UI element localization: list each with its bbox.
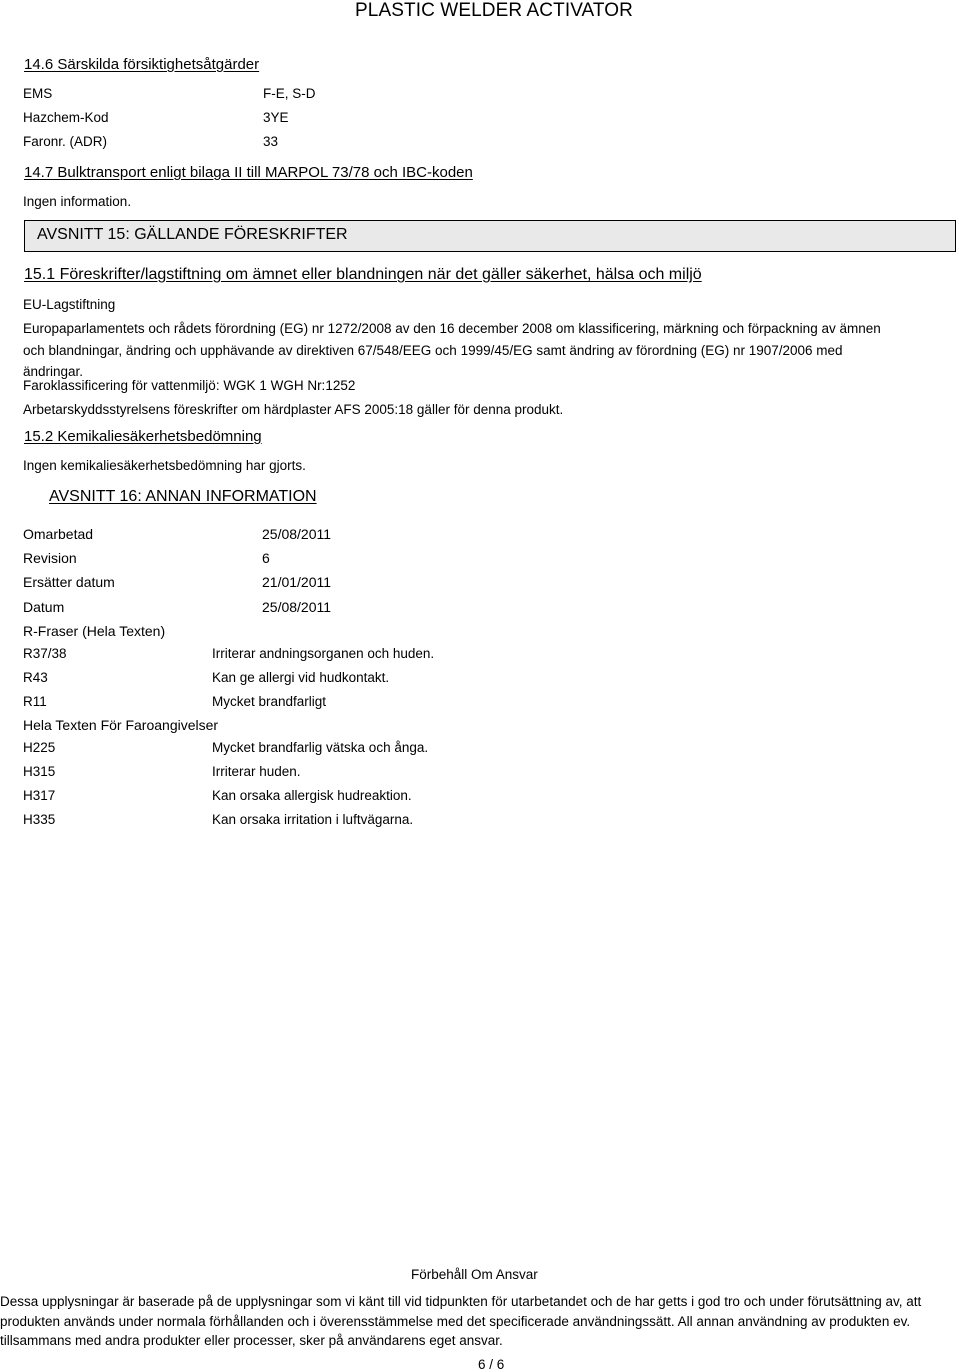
section-15-title: AVSNITT 15: GÄLLANDE FÖRESKRIFTER [37,226,348,243]
afs-regulation: Arbetarskyddsstyrelsens föreskrifter om härdplaster AFS 2005:18 gäller för denna produkt. [23,402,564,417]
disclaimer-title: Förbehåll Om Ansvar [411,1267,538,1282]
section-15-1-heading: 15.1 Föreskrifter/lagstiftning om ämnet eller blandningen när det gäller säkerhet, hälsa och miljö [24,266,702,283]
r-phrase-code: R37/38 [23,646,67,661]
revised-label: Omarbetad [23,526,94,542]
h-phrase-text: Kan orsaka irritation i luftvägarna. [212,812,414,827]
r-phrase-text: Kan ge allergi vid hudkontakt. [212,670,390,685]
h-phrase-code: H335 [23,812,56,827]
revised-value: 25/08/2011 [262,526,332,542]
h-phrases-heading: Hela Texten För Faroangivelser [23,717,219,733]
supersedes-date-label: Ersätter datum [23,574,115,590]
ems-label: EMS [23,86,53,101]
document-title: PLASTIC WELDER ACTIVATOR [355,0,633,21]
h-phrase-text: Mycket brandfarlig vätska och ånga. [212,740,429,755]
revision-label: Revision [23,550,77,566]
supersedes-date-value: 21/01/2011 [262,574,332,590]
r-phrase-code: R43 [23,670,48,685]
section-15-2-heading: 15.2 Kemikaliesäkerhetsbedömning [24,428,262,445]
r-phrases-heading: R-Fraser (Hela Texten) [23,623,166,639]
r-phrase-text: Irriterar andningsorganen och huden. [212,646,435,661]
eu-legislation-label: EU-Lagstiftning [23,297,116,312]
section-15-2-text: Ingen kemikaliesäkerhetsbedömning har gjorts. [23,458,306,473]
disclaimer-text: Dessa upplysningar är baserade på de upplysningar som vi känt till vid tidpunkten för utarbetandet och de har getts i god tro och under förutsättning av, att produkten används under normala förhållanden och i överensstämmelse med det specificerade användningssätt. All annan användning av produkten ev. tillsammans med andra produkter eller processer, sker på användarens eget ansvar. [0,1294,922,1348]
h-phrase-code: H225 [23,740,56,755]
h-phrase-code: H315 [23,764,56,779]
section-14-7-heading: 14.7 Bulktransport enligt bilaga II till MARPOL 73/78 och IBC-koden [24,164,473,181]
hazchem-label: Hazchem-Kod [23,110,109,125]
section-14-6-heading: 14.6 Särskilda försiktighetsåtgärder [24,56,260,73]
section-14-7-text: Ingen information. [23,194,132,209]
r-phrase-code: R11 [23,694,47,709]
h-phrase-code: H317 [23,788,56,803]
date-value: 25/08/2011 [262,599,332,615]
eu-regulation-paragraph: Europaparlamentets och rådets förordning (EG) nr 1272/2008 av den 16 december 2008 om klassificering, märkning och förpackning av ämnen och blandningar, ändring och upphävande av direktiven 67/548/EEG och 1999/45/EG samt ändring av förordning (EG) nr 1907/2006 med ändringar. [23,321,881,379]
revision-value: 6 [262,550,270,566]
faronr-value: 33 [263,134,279,149]
ems-value: F-E, S-D [263,86,316,101]
h-phrase-text: Kan orsaka allergisk hudreaktion. [212,788,412,803]
faronr-label: Faronr. (ADR) [23,134,108,149]
date-label: Datum [23,599,65,615]
hazchem-value: 3YE [263,110,289,125]
section-16-title: AVSNITT 16: ANNAN INFORMATION [49,488,317,505]
water-hazard-class: Faroklassificering för vattenmiljö: WGK 1 WGH Nr:1252 [23,378,356,393]
r-phrase-text: Mycket brandfarligt [212,694,327,709]
page-number: 6 / 6 [478,1357,505,1372]
h-phrase-text: Irriterar huden. [212,764,301,779]
